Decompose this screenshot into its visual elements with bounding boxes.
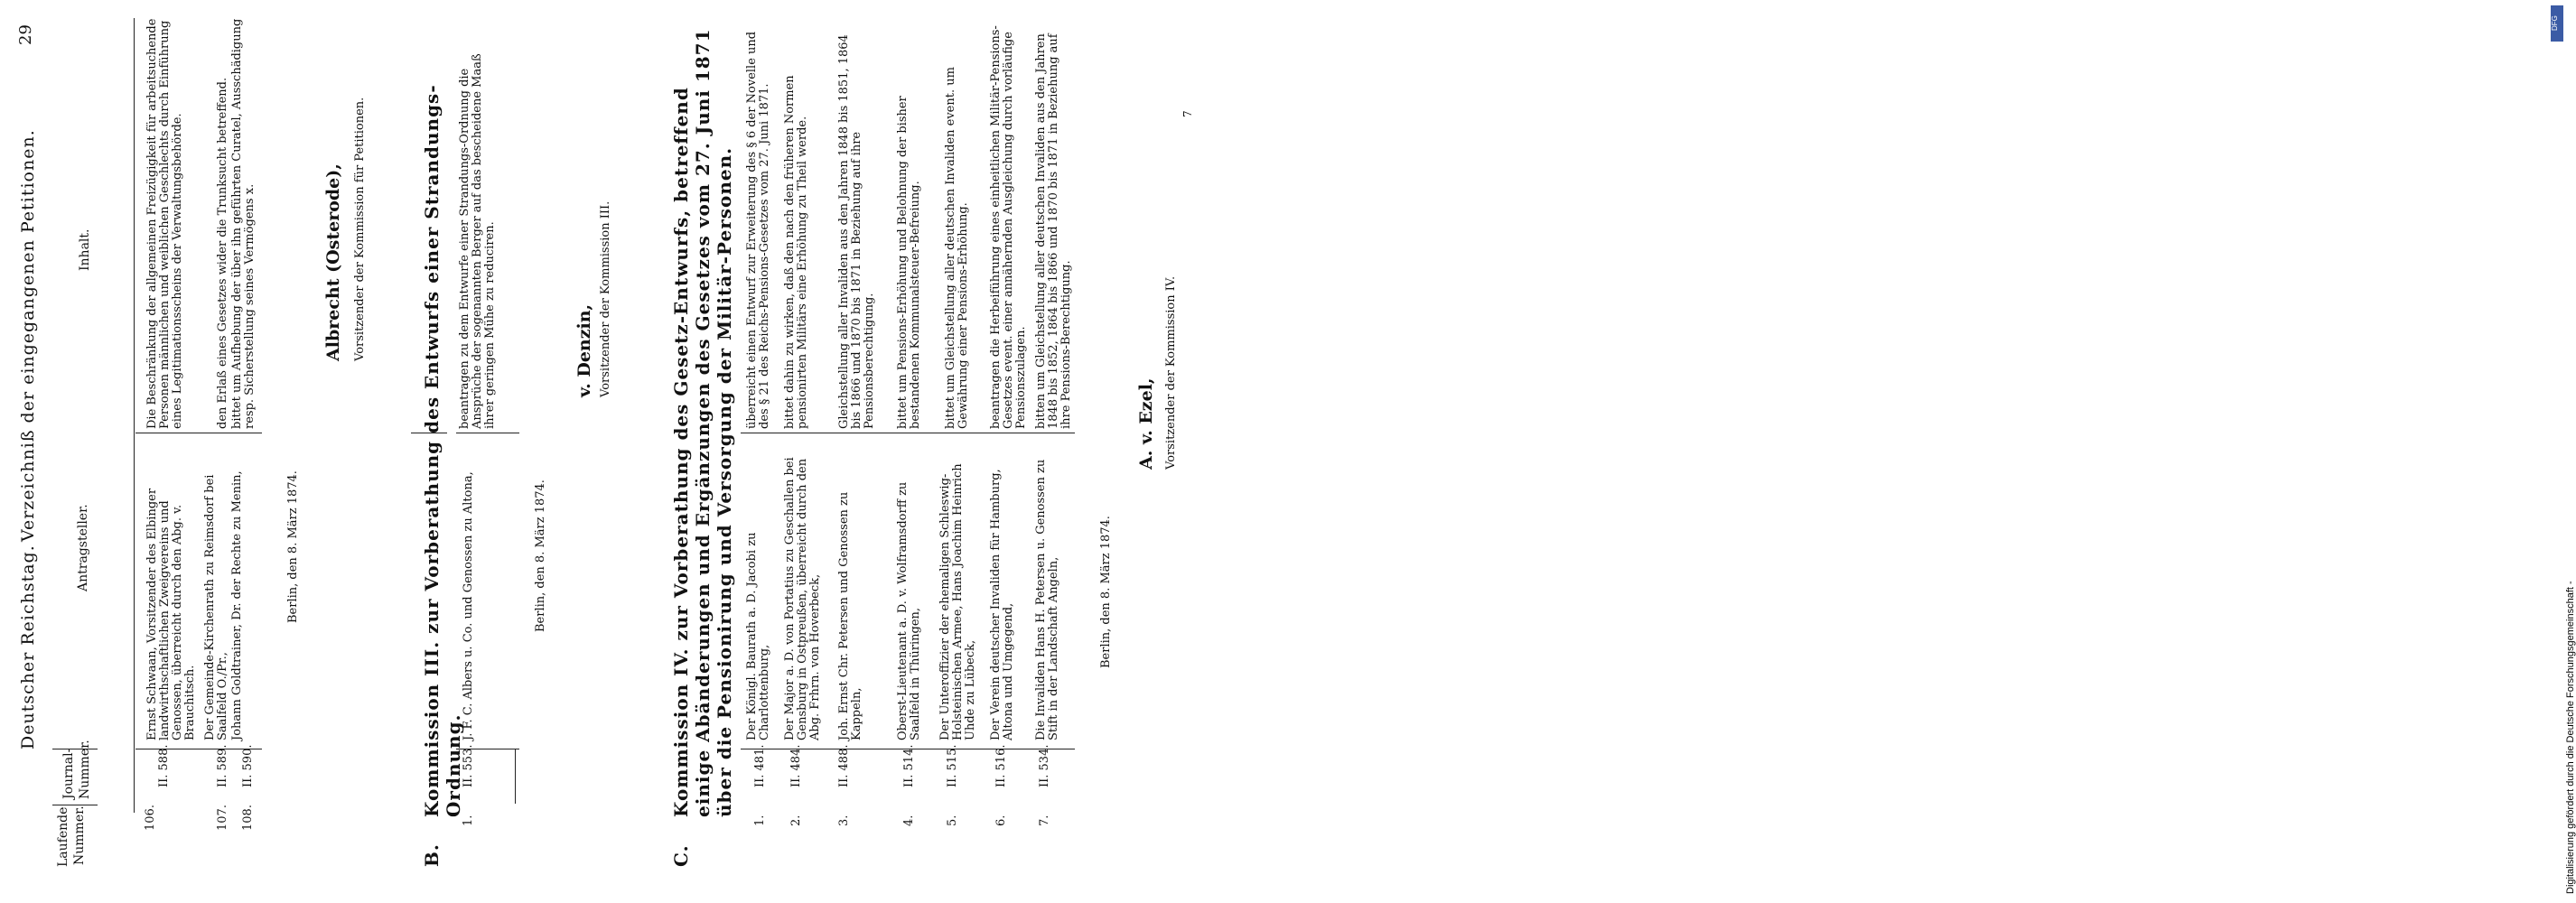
col-journal-1: Journal- — [61, 748, 76, 799]
row-journal: II. 553. — [462, 744, 475, 787]
header-left: Deutscher Reichstag. — [18, 545, 38, 749]
row-journal: II. 481. — [753, 744, 767, 787]
row-antragsteller: J. F. C. Albers u. Co. und Genossen zu Altona, — [462, 471, 475, 740]
dfg-badge: DFG — [2551, 5, 2563, 42]
col-inhalt: Inhalt. — [78, 228, 92, 271]
row-journal: II. 590. — [241, 744, 255, 787]
row-inhalt: bittet um Pensions-Erhöhung und Belohnung der bisher bestandenen Kommunalsteuer-Befreiung. — [896, 96, 922, 429]
row-journal: II. 534. — [1038, 744, 1051, 787]
row-journal: II. 488. — [837, 744, 851, 787]
row-antragsteller: Der Gemeinde-Kirchenrath zu Reimsdorf bei Saalfeld O./Pr., — [203, 474, 229, 740]
row-lfd: 4. — [902, 815, 916, 826]
row-journal: II. 484. — [789, 744, 803, 787]
section-b-signature-role: Vorsitzender der Kommission III. — [599, 200, 612, 397]
row-inhalt: den Erlaß eines Gesetzes wider die Trunksucht betreffend. — [216, 77, 229, 429]
section-c-date: Berlin, den 8. März 1874. — [1099, 516, 1113, 668]
row-lfd: 1. — [462, 815, 475, 826]
section-b-date: Berlin, den 8. März 1874. — [534, 479, 547, 632]
row-antragsteller: Der Unteroffizier der ehemaligen Schleswig-Holsteinischen Armee, Hans Joachim Heinrich Uhde zu Lübeck, — [938, 463, 977, 740]
row-antragsteller: Johann Goldtrainer, Dr. der Rechte zu Menin, — [230, 470, 244, 740]
page-number: 29 — [16, 24, 35, 45]
section-c-signature-role: Vorsitzender der Kommission IV. — [1164, 275, 1178, 470]
row-lfd: 6. — [994, 815, 1008, 826]
row-antragsteller: Der Verein deutscher Invaliden für Hamburg, Altona und Umgegend, — [989, 469, 1015, 740]
row-lfd: 1. — [753, 815, 767, 826]
footnote-mark: 7 — [1181, 110, 1194, 117]
row-inhalt: Gleichstellung aller Invaliden aus den Jahren 1848 bis 1851, 1864 bis 1866 und 1870 bis 1871 in Beziehung auf ihre Pensionsberechtigung. — [837, 34, 876, 429]
row-antragsteller: Der Major a. D. von Portatius zu Geschallen bei Gensburg in Ostpreußen, überreicht durch den Abg. Frhrn. von Hoverbeck, — [783, 457, 822, 740]
row-antragsteller: Der Königl. Baurath a. D. Jacobi zu Charlottenburg, — [745, 532, 771, 740]
row-lfd: 2. — [789, 815, 803, 826]
digitization-note-text: Digitalisierung gefördert durch die Deutsche Forschungsgemeinschaft - — [2565, 581, 2576, 894]
row-inhalt: beantragen zu dem Entwurfe einer Strandungs-Ordnung die Ansprüche der sogenannten Berger auf das bescheidene Maaß ihrer geringen Mühe zu reduciren. — [458, 53, 497, 429]
row-inhalt: bittet um Aufhebung der über ihn geführten Curatel, Ausschädigung resp. Sicherstellung seines Vermögens x. — [230, 18, 257, 429]
row-inhalt: bittet um Gleichstellung aller deutschen Invaliden event. um Gewährung einer Pensions-Erhöhung. — [944, 67, 970, 429]
row-antragsteller: Die Invaliden Hans H. Petersen u. Genossen zu Stift in der Landschaft Angeln, — [1034, 459, 1060, 740]
section-c-letter: C. — [670, 844, 692, 867]
row-antragsteller: Joh. Ernst Chr. Petersen und Genossen zu Kappeln, — [837, 491, 863, 740]
col-laufende-1: Laufende — [56, 806, 70, 867]
col-laufende-2: Nummer. — [72, 805, 87, 865]
row-journal: II. 515. — [946, 744, 959, 787]
row-antragsteller: Ernst Schwaan, Vorsitzender des Elbinger landwirthschaftlichen Zweigvereins und Genossen, überreicht durch den Abg. v. Brauchitsch. — [145, 488, 197, 740]
row-inhalt: überreicht einen Entwurf zur Erweiterung des § 6 der Novelle und des § 21 des Reichs-Pensions-Gesetzes vom 27. Juni 1871. — [745, 31, 771, 429]
col-antragsteller: Antragsteller. — [76, 504, 90, 591]
section-c-signature: A. v. Ezel, — [1136, 377, 1156, 470]
digitization-note — [1274, 0, 2576, 903]
section-b-signature: v. Denzin, — [574, 303, 594, 397]
row-inhalt: bittet dahin zu wirken, daß den nach den früheren Normen pensionirten Militärs eine Erhöhung zu Theil werde. — [783, 75, 809, 429]
row-inhalt: bitten um Gleichstellung aller deutschen Invaliden aus den Jahren 1848 bis 1852, 1864 bis 1866 und 1870 bis 1871 in Beziehung auf ihre Pensions-Berechtigung. — [1034, 33, 1073, 429]
row-lfd: 5. — [946, 815, 959, 826]
row-lfd: 106. — [144, 805, 157, 831]
section-a-date: Berlin, den 8. März 1874. — [286, 470, 300, 623]
header-title: Verzeichniß der eingegangenen Petitionen. — [18, 129, 38, 542]
section-b-heading: Kommission III. zur Vorberathung des Entwurfs einer Strandungs-Ordnung. — [421, 84, 464, 817]
row-inhalt: Die Beschränkung der allgemeinen Freizügigkeit für arbeitsuchende Personen männlichen und weiblichen Geschlechts durch Einführung eines Legitimationsscheins der Verwaltungsbehörde. — [145, 18, 184, 429]
row-lfd: 3. — [837, 815, 851, 826]
section-c-heading: Kommission IV. zur Vorberathung des Gesetz-Entwurfs, betreffend einige Abänderungen und Ergänzungen des Gesetzes vom 27. Juni 1871 über die Pensionirung und Versorgung der Militär-Personen. — [670, 28, 735, 817]
row-lfd: 108. — [241, 805, 255, 831]
row-journal: II. 589. — [216, 744, 229, 787]
section-a-signature-role: Vorsitzender der Kommission für Petitionen. — [353, 97, 367, 361]
row-inhalt: beantragen die Herbeiführung eines einheitlichen Militär-Pensions-Gesetzes event. einer annähernden Ausgleichung durch vorläufige Pensionszulagen. — [989, 25, 1028, 429]
row-lfd: 107. — [216, 805, 229, 831]
col-journal-2: Nummer. — [78, 740, 92, 799]
row-journal: II. 516. — [994, 744, 1008, 787]
row-antragsteller: Oberst-Lieutenant a. D. v. Wolframsdorff zu Saalfeld in Thüringen, — [896, 481, 922, 740]
section-b-letter: B. — [421, 843, 443, 867]
section-a-signature: Albrecht (Osterode), — [323, 163, 343, 361]
row-lfd: 7. — [1038, 815, 1051, 826]
row-journal: II. 588. — [157, 744, 171, 787]
row-journal: II. 514. — [902, 744, 916, 787]
